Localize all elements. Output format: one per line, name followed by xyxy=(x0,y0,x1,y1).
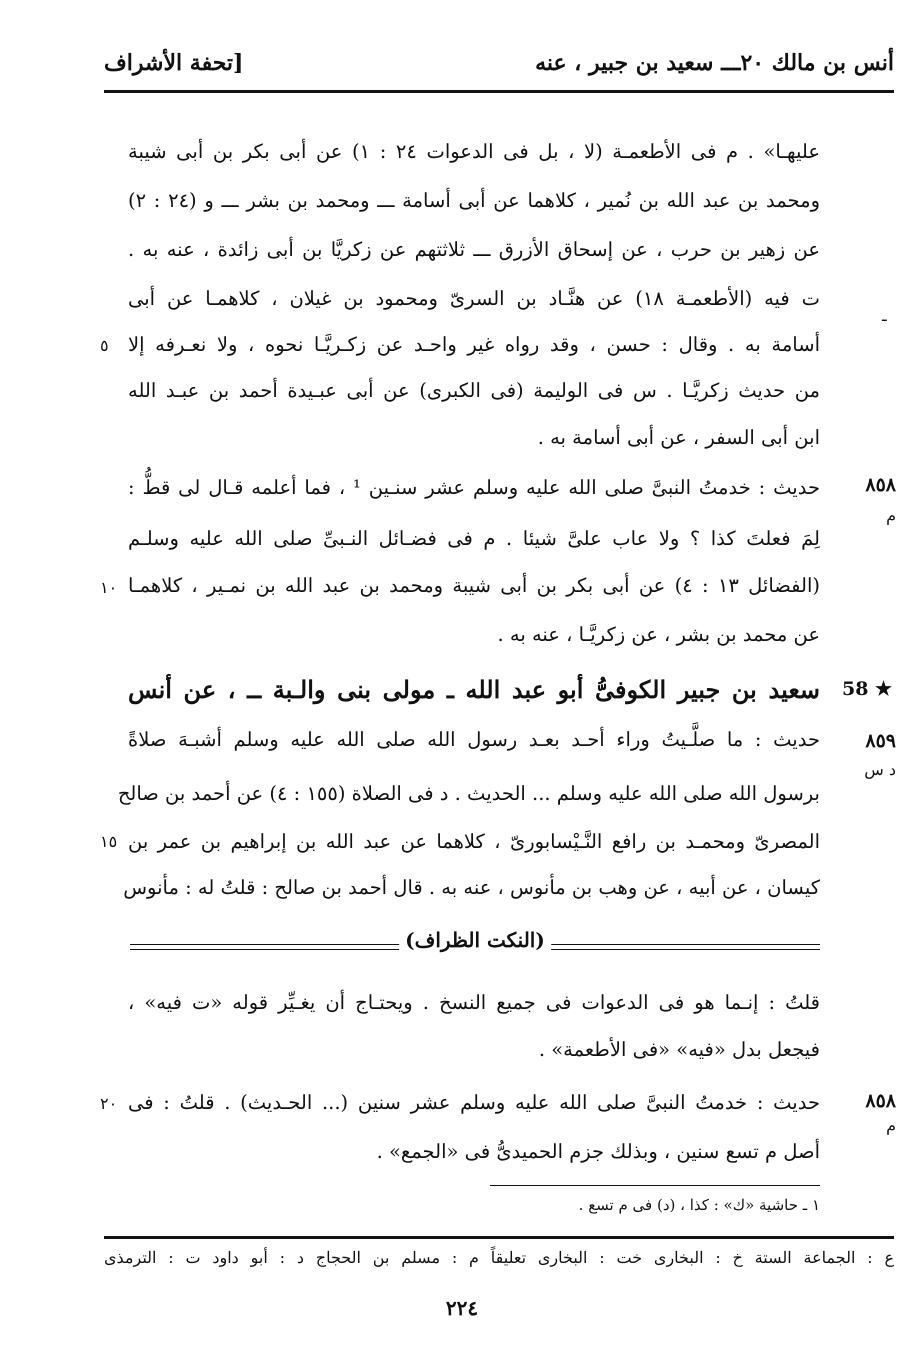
text-line: ت فيه (الأطعمـة ١٨) عن هنَّـاد بن السرىّ ومحمود بن غيلان ، كلاهمـا عن أبى xyxy=(128,287,820,310)
narrator-heading: سعيد بن جبير الكوفىُّ أبو عبد الله ـ مولى بنى والـبة ــ ، عن أنس xyxy=(128,675,820,704)
hadith-line: برسول الله صلى الله عليه وسلم ... الحديث . د فى الصلاة (١٥٥ : ٤) عن أحمد بن صالح xyxy=(117,782,820,805)
running-header xyxy=(104,42,894,90)
hadith-line: أصل م تسع سنين ، وبذلك جزم الحميدىُّ فى «الجمع» . xyxy=(376,1140,820,1163)
hadith-number: ٨٥٨ xyxy=(865,474,896,496)
hadith-symbol: م xyxy=(886,506,896,525)
narrator-number: 58 ★ xyxy=(842,678,893,700)
hadith-line: عن محمد بن بشر ، عن زكريَّـا ، عنه به . xyxy=(497,623,820,646)
text-line: عن زهير بن حرب ، عن إسحاق الأزرق ـــ ثلاثتهم عن زكريَّا بن أبى زائدة ، عنه به . xyxy=(128,238,820,261)
text-line: ومحمد بن عبد الله بن نُمير ، كلاهما عن أبى أسامة ـــ ومحمد بن بشر ـــ و (٢٤ : ٢) xyxy=(128,189,820,212)
note-line: فيجعل بدل «فيه» «فى الأطعمة» . xyxy=(538,1038,820,1061)
hadith-symbol: م xyxy=(886,1116,896,1135)
hadith-line: المصرىّ ومحمـد بن رافع النَّـيْسابورىّ ، كلاهما عن عبد الله بن إبراهيم بن عمر بن xyxy=(128,830,820,853)
line-number: ١٥ xyxy=(100,832,118,851)
hadith-line: كيسان ، عن أبيه ، عن وهب بن مأنوس ، عنه به . قال أحمد بن صالح : قلتُ له : مأنوس xyxy=(123,876,820,899)
footer-rule xyxy=(104,1236,894,1239)
footnote-rule xyxy=(490,1185,820,1186)
divider-rule xyxy=(130,944,427,950)
margin-mark: ـ xyxy=(882,306,887,325)
hadith-line: حديث : خدمتُ النبىَّ صلى الله عليه وسلم عشر سنـين ¹ ، فما أعلمه قـال لى قطُّ : xyxy=(128,476,821,499)
hadith-number: ٨٥٩ xyxy=(865,730,896,752)
text-line: أسامة به . وقال : حسن ، وقد رواه غير واحـد عن زكـريَّـا نحوه ، ولا نعـرفه إلا xyxy=(128,333,820,356)
abbreviations-key: ع : الجماعة الستة خ : البخارى خت : البخارى تعليقاً م : مسلم بن الحجاج د : أبو داود ت : الترمذى xyxy=(104,1248,894,1267)
header-book-title: [تحفة الأشراف xyxy=(104,50,244,76)
hadith-number: ٨٥٨ xyxy=(865,1090,896,1112)
hadith-line: لِمَ فعلتَ كذا ؟ ولا عاب علىَّ شيئا . م فى فضـائل النـبىِّ صلى الله عليه وسلـم xyxy=(128,527,820,550)
section-divider xyxy=(130,928,820,958)
hadith-symbol: د س xyxy=(864,760,896,779)
text-line: ابن أبى السفر ، عن أبى أسامة به . xyxy=(537,426,820,449)
text-line: من حديث زكريَّـا . س فى الوليمة (فى الكبرى) عن أبى عبـيدة أحمد بن عبـد الله xyxy=(128,379,820,402)
line-number: ١٠ xyxy=(100,578,118,597)
line-number: ٥ xyxy=(100,336,109,355)
line-number: ٢٠ xyxy=(100,1094,118,1113)
hadith-line: حديث : ما صلَّـيتُ وراء أحـد بعـد رسول الله صلى الله عليه وسلم أشبـهَ صلاةً xyxy=(128,728,820,751)
hadith-line: حديث : خدمتُ النبىَّ صلى الله عليه وسلم عشر سنين (... الحـديث) . قلتُ : فى xyxy=(128,1091,820,1114)
hadith-line: (الفضائل ١٣ : ٤) عن أبى بكر بن أبى شيبة ومحمد بن عبد الله بن نمـير ، كلاهمـا xyxy=(128,574,821,597)
header-title: أنس بن مالك ٢٠ـــ سعيد بن جبير ، عنه xyxy=(535,50,894,76)
footnote: ١ ـ حاشية «ك» : كذا ، (د) فى م تسع . xyxy=(578,1196,820,1214)
page-number: ٢٢٤ xyxy=(445,1296,479,1320)
section-title: (النكت الظراف) xyxy=(399,928,551,952)
header-rule xyxy=(104,90,894,93)
text-line: عليهـا» . م فى الأطعمـة (لا ، بل فى الدعوات ٢٤ : ١) عن أبى بكر بن أبى شيبة xyxy=(128,140,820,163)
note-line: قلتُ : إنـما هو فى الدعوات فى جميع النسخ . ويحتـاج أن يغـيِّر قوله «ت فيه» ، xyxy=(128,991,820,1014)
divider-rule xyxy=(523,944,820,950)
